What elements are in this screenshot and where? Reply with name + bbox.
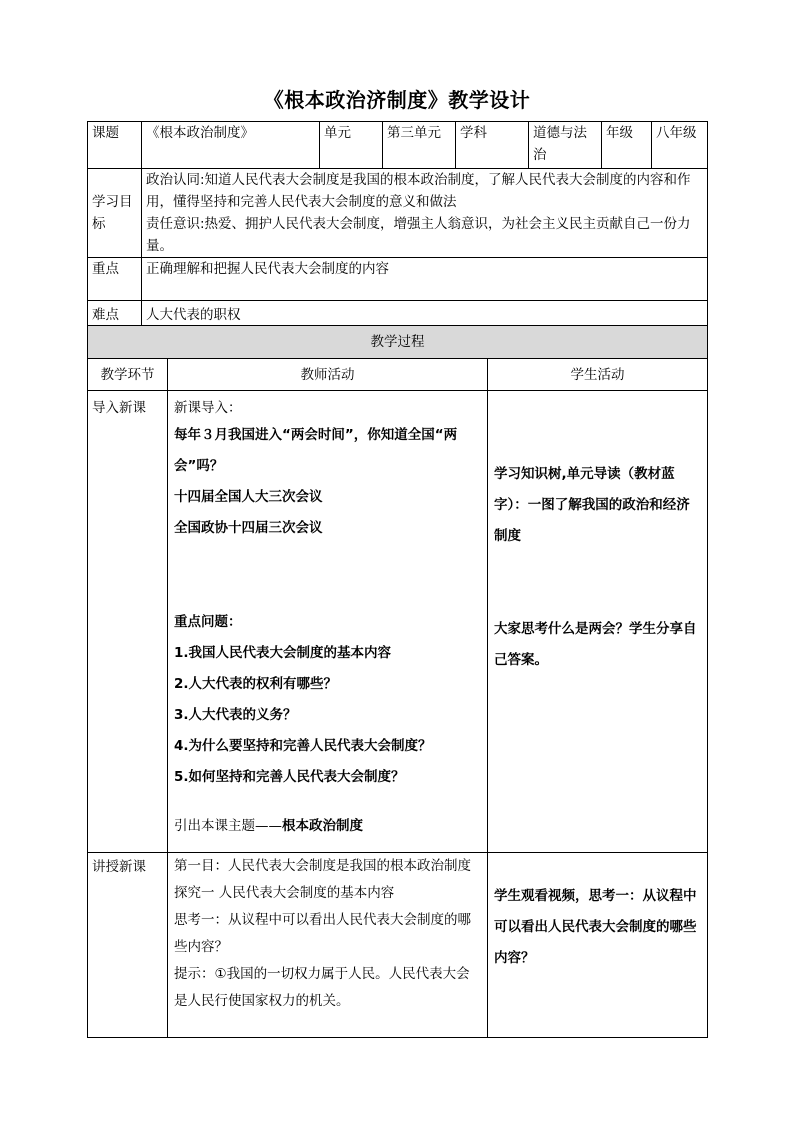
teacher-activity-intro [168,391,488,853]
student-teach-1: 学生观看视频，思考一：从议程中可以看出人民代表大会制度的哪些内容？ [494,888,697,966]
intro-text-1: 新课导入： [174,400,242,416]
objectives-content [142,169,708,258]
subject-label: 学科 [456,122,529,169]
objectives-label: 学习目标 [88,169,142,258]
key-question-5: 5.如何坚持和完善人民代表大会制度？ [174,769,405,785]
grade-value: 八年级 [652,122,708,169]
teach-text-2: 探究一 人民代表大会制度的基本内容 [174,885,395,901]
unit-label: 单元 [320,122,383,169]
key-question-2: 2.人大代表的权利有哪些？ [174,676,338,692]
key-point-text: 正确理解和把握人民代表大会制度的内容 [142,258,708,301]
col-teacher-header: 教师活动 [168,359,488,391]
objectives-text-2: 责任意识:热爱、拥护人民代表大会制度，增强主人翁意识，为社会主义民主贡献自己一份力量。 [146,216,691,254]
intro-text-2: 每年３月我国进入“两会时间”，你知道全国“两会”吗？ [174,427,458,474]
topic-label: 课题 [88,122,142,169]
key-point-label: 重点 [88,258,142,301]
lead-in-line [174,815,483,837]
stage-intro: 导入新课 [88,391,168,853]
student-intro-2: 大家思考什么是两会？学生分享自己答案。 [494,621,697,668]
col-student-header: 学生活动 [488,359,708,391]
teacher-activity-teach [168,853,488,1038]
unit-value: 第三单元 [383,122,456,169]
teach-text-4: 提示：①我国的一切权力属于人民。人民代表大会是人民行使国家权力的机关。 [174,966,470,1009]
difficulty-label: 难点 [88,301,142,327]
lead-in-text: 引出本课主题—— [174,818,282,834]
intro-text-3: 十四届全国人大三次会议 [174,489,323,505]
teach-text-1: 第一目：人民代表大会制度是我国的根本政治制度 [174,858,471,874]
key-questions-title: 重点问题： [174,614,242,630]
key-question-4: 4.为什么要坚持和完善人民代表大会制度？ [174,738,432,754]
difficulty-text: 人大代表的职权 [142,301,708,327]
student-activity-intro [488,391,708,853]
grade-label: 年级 [602,122,652,169]
document-title: 《根本政治济制度》教学设计 [263,88,531,112]
teach-text-3: 思考一：从议程中可以看出人民代表大会制度的哪些内容？ [174,912,471,955]
lead-in-topic: 根本政治制度 [282,818,363,834]
topic-value: 《根本政治制度》 [142,122,320,169]
col-stage-header: 教学环节 [88,359,168,391]
key-question-1: 1.我国人民代表大会制度的基本内容 [174,645,392,661]
stage-teach: 讲授新课 [88,853,168,1038]
process-table [87,325,708,1038]
intro-text-4: 全国政协十四届三次会议 [174,520,323,536]
info-table [87,121,708,327]
key-question-3: 3.人大代表的义务？ [174,707,297,723]
objectives-text-1: 政治认同:知道人民代表大会制度是我国的根本政治制度，了解人民代表大会制度的内容和作用，懂得坚持和完善人民代表大会制度的意义和做法 [146,172,691,210]
student-activity-teach [488,853,708,1038]
student-intro-1: 学习知识树,单元导读（教材蓝字）：一图了解我国的政治和经济制度 [494,466,690,544]
process-header: 教学过程 [88,326,708,359]
subject-value: 道德与法治 [529,122,602,169]
